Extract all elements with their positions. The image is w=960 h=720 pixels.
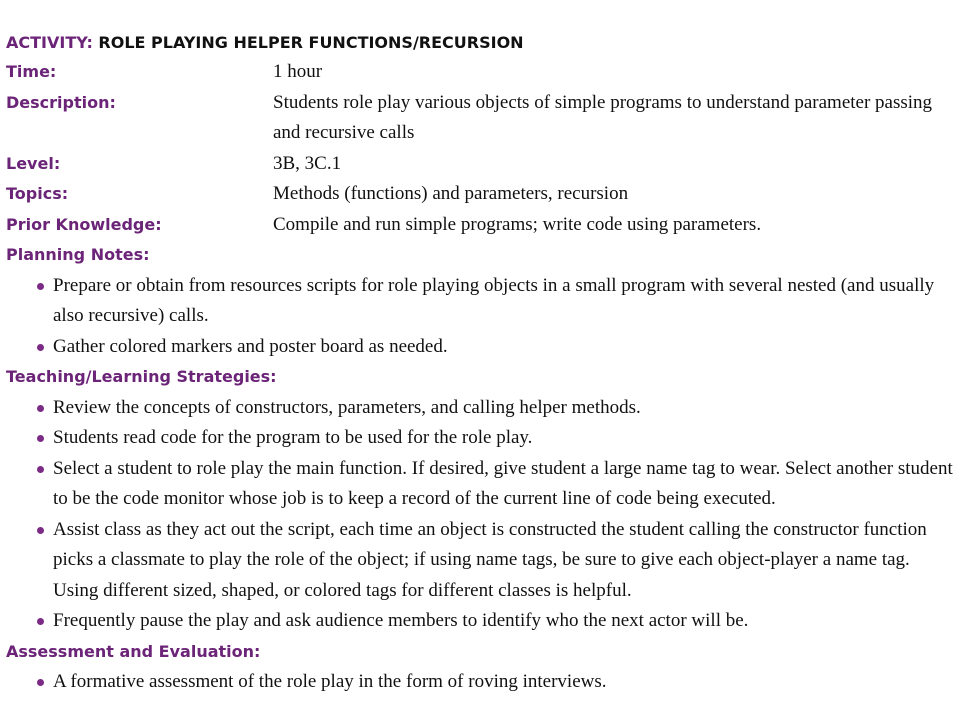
list-item <box>6 393 954 424</box>
list-item <box>6 271 954 332</box>
bullet-icon <box>37 283 44 290</box>
field-description-label: Description: <box>6 92 116 112</box>
list-item-text: A formative assessment of the role play in the form of roving interviews. <box>53 671 607 692</box>
assessment-heading: Assessment and Evaluation: <box>6 641 261 661</box>
list-item <box>6 454 954 515</box>
field-prior-knowledge-value: Compile and run simple programs; write code using parameters. <box>273 213 762 235</box>
field-level-value: 3B, 3C.1 <box>273 152 342 174</box>
bullet-icon <box>37 405 44 412</box>
list-item <box>6 423 954 454</box>
list-item <box>6 515 954 607</box>
planning-notes-list <box>6 271 954 363</box>
list-item-text: Frequently pause the play and ask audience members to identify who the next actor will be. <box>53 610 749 631</box>
activity-label: ACTIVITY: <box>6 33 93 52</box>
bullet-icon <box>37 466 44 473</box>
list-item <box>6 606 954 637</box>
field-description-value: Students role play various objects of simple programs to understand parameter passing and recursive calls <box>273 91 933 143</box>
bullet-icon <box>37 435 44 442</box>
list-item-text: Students read code for the program to be used for the role play. <box>53 427 533 448</box>
field-prior-knowledge <box>6 210 954 241</box>
field-prior-knowledge-label: Prior Knowledge: <box>6 214 162 234</box>
field-topics-value: Methods (functions) and parameters, recursion <box>273 183 629 204</box>
bullet-icon <box>37 344 44 351</box>
assessment-list <box>6 667 954 698</box>
field-time-value: 1 hour <box>273 61 323 82</box>
field-description <box>6 88 954 149</box>
list-item-text: Prepare or obtain from resources scripts for role playing objects in a small program with several nested (and usually also recursive) calls. <box>53 274 935 326</box>
bullet-icon <box>37 527 44 534</box>
planning-notes-heading: Planning Notes: <box>6 245 150 264</box>
activity-title <box>6 33 524 53</box>
activity-name: ROLE PLAYING HELPER FUNCTIONS/RECURSION <box>98 33 524 52</box>
list-item-text: Gather colored markers and poster board as needed. <box>53 335 448 357</box>
activity-details <box>6 57 954 698</box>
list-item-text: Review the concepts of constructors, parameters, and calling helper methods. <box>53 396 641 418</box>
field-time <box>6 57 954 88</box>
field-level-label: Level: <box>6 153 61 173</box>
field-time-label: Time: <box>6 62 57 81</box>
field-topics <box>6 179 954 210</box>
list-item-text: Select a student to role play the main function. If desired, give student a large name tag to wear. Select another student to be the code monitor whose job is to keep a record of the current line of code being executed. <box>53 457 953 509</box>
strategies-list <box>6 393 954 637</box>
field-level <box>6 149 954 180</box>
list-item <box>6 667 954 698</box>
field-topics-label: Topics: <box>6 184 69 203</box>
bullet-icon <box>37 679 44 686</box>
list-item <box>6 332 954 363</box>
list-item-text: Assist class as they act out the script, each time an object is constructed the student calling the constructor function picks a classmate to play the role of the object; if using name tags, be sure to give each object-player a name tag. Using different sized, shaped, or colored tags for different classes is helpful. <box>53 518 927 601</box>
strategies-heading: Teaching/Learning Strategies: <box>6 367 277 386</box>
bullet-icon <box>37 618 44 625</box>
